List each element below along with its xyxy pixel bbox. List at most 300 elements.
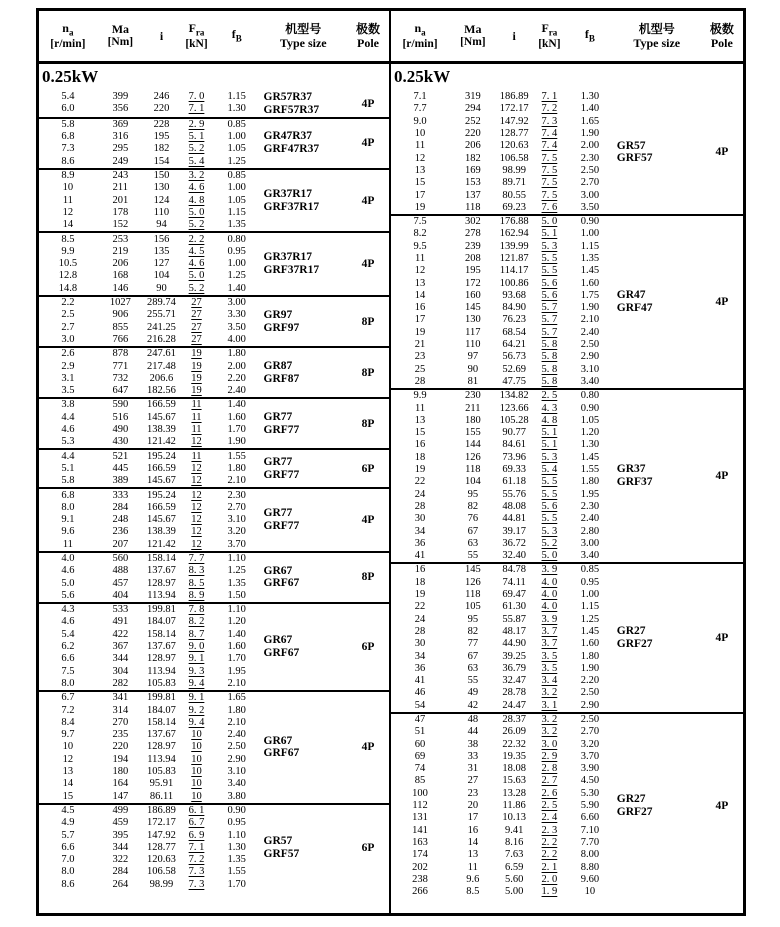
cell-radial-force: 5. 0	[188, 270, 205, 282]
cell-service-factor: 1.95	[580, 488, 600, 500]
cell-torque: 445	[112, 462, 129, 474]
cell-torque: 319	[464, 91, 481, 103]
cell-service-factor: 1.40	[227, 399, 246, 411]
cell-ratio: 8.16	[504, 836, 524, 848]
cell-torque: 147	[112, 790, 129, 802]
cell-radial-force: 7. 5	[541, 152, 558, 164]
cell-service-factor: 1.40	[227, 282, 246, 294]
table-row	[39, 692, 260, 704]
cell-radial-force: 3. 4	[541, 675, 558, 687]
type-size-line: GRF77	[263, 423, 300, 436]
cell-ratio: 145.67	[147, 475, 176, 487]
type-size-label	[613, 714, 701, 898]
cell-torque: 130	[464, 314, 481, 326]
cell-torque: 906	[112, 309, 129, 321]
cell-service-factor: 2.90	[580, 699, 600, 711]
cell-radial-force: 3. 9	[541, 564, 558, 576]
cell-service-factor: 4.50	[580, 775, 600, 787]
cell-service-factor: 3.90	[580, 763, 600, 775]
cell-radial-force: 12	[191, 436, 202, 448]
cell-ratio: 114.17	[499, 265, 529, 277]
type-size-line: GR67	[263, 734, 293, 747]
cell-radial-force: 12	[191, 526, 202, 538]
cell-radial-force: 8. 7	[188, 628, 205, 640]
col-header-radial-force: $F_{ra}$ [kN]	[185, 20, 208, 50]
cell-service-factor: 1.25	[227, 565, 246, 577]
cell-torque: 153	[464, 177, 481, 189]
cell-service-factor: 2.50	[580, 713, 600, 725]
table-row	[391, 327, 613, 339]
cell-radial-force: 2. 9	[188, 118, 205, 130]
cell-torque: 118	[465, 464, 481, 476]
cell-torque: 145	[464, 302, 481, 314]
cell-torque: 95	[467, 613, 479, 625]
cell-speed: 2.2	[61, 297, 75, 309]
cell-ratio: 69.33	[502, 464, 526, 476]
cell-service-factor: 2.30	[580, 152, 600, 164]
cell-service-factor: 0.95	[227, 245, 246, 257]
cell-torque: 126	[464, 576, 481, 588]
table-row	[391, 452, 613, 464]
table-row	[391, 402, 613, 414]
cell-radial-force: 7. 1	[541, 91, 558, 103]
cell-torque: 766	[112, 333, 129, 345]
cell-speed: 28	[414, 625, 426, 637]
cell-torque: 97	[467, 351, 479, 363]
cell-radial-force: 2. 2	[188, 233, 205, 245]
table-row	[39, 653, 260, 665]
cell-speed: 4.6	[61, 424, 75, 436]
cell-speed: 12	[414, 265, 426, 277]
cell-speed: 163	[412, 836, 428, 848]
cell-radial-force: 2. 5	[541, 390, 558, 402]
cell-speed: 28	[414, 375, 426, 387]
cell-radial-force: 9. 1	[188, 653, 205, 665]
table-row	[39, 412, 260, 424]
cell-service-factor: 5.30	[580, 787, 600, 799]
table-row	[39, 805, 260, 817]
cell-torque: 160	[464, 289, 481, 301]
table-group	[39, 168, 389, 231]
cell-torque: 302	[464, 216, 481, 228]
cell-torque: 42	[467, 699, 479, 711]
cell-radial-force: 5. 2	[188, 219, 205, 231]
cell-speed: 5.3	[61, 436, 75, 448]
cell-torque: 316	[112, 131, 129, 143]
cell-ratio: 130	[153, 182, 170, 194]
rows-block	[391, 91, 613, 214]
table-row	[39, 866, 260, 878]
col-header-speed: $n_a$ [r/min]	[50, 20, 86, 50]
cell-speed: 7.3	[61, 143, 75, 155]
cell-torque: 533	[112, 604, 129, 616]
cell-radial-force: 7. 5	[541, 177, 558, 189]
cell-torque: 878	[112, 348, 129, 360]
cell-radial-force: 3. 7	[541, 638, 558, 650]
cell-service-factor: 2.10	[580, 314, 600, 326]
cell-ratio: 127	[153, 258, 170, 270]
cell-torque: 855	[112, 321, 129, 333]
cell-speed: 14	[62, 778, 74, 790]
cell-torque: 590	[112, 399, 129, 411]
cell-service-factor: 2.20	[580, 675, 600, 687]
table-row	[391, 376, 613, 388]
cell-speed: 24	[414, 488, 426, 500]
cell-speed: 6.0	[61, 103, 75, 115]
cell-ratio: 69.23	[502, 201, 526, 213]
table-row	[391, 140, 613, 152]
table-row	[39, 424, 260, 436]
cell-ratio: 186.89	[499, 91, 529, 103]
table-row	[39, 778, 260, 790]
cell-ratio: 95.91	[149, 778, 174, 790]
cell-speed: 10	[414, 128, 426, 140]
cell-ratio: 98.99	[149, 878, 174, 890]
type-size-label	[260, 348, 348, 397]
cell-service-factor: 0.90	[580, 216, 600, 228]
cell-service-factor: 1.60	[580, 277, 600, 289]
cell-radial-force: 2. 4	[541, 812, 558, 824]
cell-speed: 19	[414, 589, 426, 601]
cell-speed: 12.8	[58, 270, 78, 282]
cell-radial-force: 2. 2	[541, 836, 558, 848]
cell-radial-force: 7. 3	[188, 878, 205, 890]
cell-radial-force: 2. 5	[541, 800, 558, 812]
cell-torque: 249	[112, 155, 129, 167]
cell-service-factor: 0.85	[580, 564, 600, 576]
table-row	[391, 687, 613, 699]
table-row	[391, 228, 613, 240]
cell-speed: 9.0	[413, 115, 427, 127]
cell-torque: 20	[467, 800, 479, 812]
cell-ratio: 55.87	[502, 613, 526, 625]
pole-label: 6P	[361, 641, 375, 654]
cell-speed: 4.6	[61, 616, 75, 628]
cell-service-factor: 10	[584, 886, 596, 898]
cell-ratio: 36.79	[502, 662, 526, 674]
cell-ratio: 166.59	[147, 462, 176, 474]
power-section-label: 0.25kW	[42, 67, 99, 86]
cell-radial-force: 27	[191, 309, 202, 321]
cell-radial-force: 19	[191, 348, 202, 360]
cell-ratio: 166.59	[147, 501, 176, 513]
col-header-pole: 极数 Pole	[709, 21, 734, 50]
type-size-label	[260, 297, 348, 346]
cell-ratio: 172.17	[499, 103, 529, 115]
cell-radial-force: 6. 7	[188, 817, 205, 829]
cell-service-factor: 3.70	[227, 538, 246, 550]
cell-service-factor: 0.80	[580, 390, 600, 402]
cell-speed: 11	[414, 253, 426, 264]
cell-ratio: 128.97	[147, 653, 176, 665]
cell-torque: 220	[112, 741, 129, 753]
cell-speed: 2.9	[61, 360, 75, 372]
cell-speed: 7.1	[413, 91, 427, 103]
cell-service-factor: 1.45	[580, 625, 600, 637]
cell-speed: 28	[414, 500, 426, 512]
cell-radial-force: 4. 6	[188, 182, 205, 194]
cell-radial-force: 4. 3	[541, 402, 558, 414]
cell-speed: 8.6	[61, 878, 75, 890]
table-row	[39, 704, 260, 716]
cell-ratio: 289.74	[147, 297, 176, 309]
cell-service-factor: 2.00	[580, 140, 600, 152]
cell-radial-force: 5. 5	[541, 488, 558, 500]
cell-ratio: 246	[153, 91, 170, 103]
type-size-line: GRF57	[616, 152, 653, 165]
cell-speed: 13	[414, 414, 426, 426]
ratings-table-left	[39, 11, 391, 913]
table-group	[39, 551, 389, 602]
cell-torque: 82	[467, 625, 479, 637]
type-size-line: GR67	[263, 634, 293, 647]
type-size-label	[260, 91, 348, 117]
rows-block	[39, 692, 260, 803]
type-size-label	[613, 216, 701, 388]
table-row	[391, 837, 613, 849]
cell-radial-force: 7. 6	[541, 201, 558, 213]
cell-radial-force: 12	[191, 462, 202, 474]
type-size-line: GRF57R37	[263, 103, 320, 116]
cell-service-factor: 1.80	[580, 476, 600, 488]
cell-torque: 105	[464, 601, 481, 613]
cell-torque: 27	[467, 775, 479, 787]
cell-speed: 41	[414, 550, 426, 562]
pole-label: 4P	[715, 470, 729, 483]
cell-ratio: 120.63	[499, 140, 529, 152]
rows-block	[39, 170, 260, 231]
type-size-line: GRF77	[263, 520, 300, 533]
cell-torque: 341	[112, 692, 129, 704]
cell-radial-force: 10	[191, 790, 202, 802]
rows-block	[39, 119, 260, 168]
cell-service-factor: 3.30	[227, 309, 246, 321]
cell-radial-force: 5. 1	[541, 427, 558, 439]
cell-ratio: 32.40	[502, 550, 526, 562]
table-row	[391, 339, 613, 351]
cell-speed: 16	[414, 564, 426, 576]
type-size-line: GR27	[616, 625, 646, 638]
cell-service-factor: 0.95	[580, 576, 600, 588]
cell-ratio: 90	[156, 282, 167, 294]
cell-radial-force: 5. 6	[541, 500, 558, 512]
cell-speed: 85	[414, 775, 426, 787]
cell-radial-force: 5. 2	[188, 143, 205, 155]
cell-radial-force: 2. 1	[541, 861, 558, 873]
cell-radial-force: 2. 9	[541, 750, 558, 762]
cell-speed: 238	[412, 873, 428, 885]
cell-torque: 389	[112, 475, 129, 487]
cell-speed: 5.1	[61, 462, 75, 474]
type-size-line: GRF87	[263, 372, 300, 385]
cell-ratio: 5.00	[504, 886, 524, 898]
table-row	[391, 861, 613, 873]
cell-ratio: 105.83	[147, 766, 176, 778]
cell-ratio: 39.25	[502, 650, 526, 662]
table-row	[39, 348, 260, 360]
cell-service-factor: 1.30	[580, 91, 600, 103]
cell-ratio: 61.30	[502, 601, 526, 613]
cell-ratio: 138.39	[147, 424, 176, 436]
cell-radial-force: 3. 5	[541, 650, 558, 662]
cell-radial-force: 8. 5	[188, 577, 205, 589]
cell-radial-force: 27	[191, 333, 202, 345]
cell-radial-force: 5. 6	[541, 289, 558, 301]
cell-speed: 6.8	[61, 489, 75, 501]
cell-service-factor: 3.20	[227, 526, 246, 538]
cell-ratio: 241.25	[147, 321, 176, 333]
cell-torque: 33	[467, 750, 479, 762]
cell-service-factor: 1.35	[580, 253, 600, 264]
cell-ratio: 5.60	[504, 873, 524, 885]
type-size-line: GR67	[263, 564, 293, 577]
cell-speed: 3.1	[61, 372, 75, 384]
cell-radial-force: 5. 1	[188, 131, 205, 143]
cell-ratio: 74.11	[502, 576, 526, 588]
cell-radial-force: 9. 4	[188, 677, 205, 689]
type-size-label	[260, 399, 348, 448]
pole-label: 4P	[361, 194, 375, 207]
cell-service-factor: 1.80	[227, 704, 246, 716]
cell-ratio: 147.92	[499, 115, 529, 127]
cell-ratio: 166.59	[147, 399, 176, 411]
table-group	[39, 690, 389, 803]
cell-service-factor: 5.90	[580, 800, 600, 812]
cell-ratio: 138.39	[147, 526, 176, 538]
table-row	[391, 626, 613, 638]
type-size-line: GR87	[263, 359, 293, 372]
table-row	[391, 439, 613, 451]
cell-torque: 8.5	[466, 886, 480, 898]
cell-radial-force: 2. 7	[541, 775, 558, 787]
table-group	[39, 803, 389, 891]
col-header-ratio: i	[512, 28, 516, 43]
table-row	[391, 241, 613, 253]
table-row	[39, 385, 260, 397]
cell-speed: 10	[62, 741, 74, 753]
cell-ratio: 145.67	[147, 514, 176, 526]
cell-speed: 131	[412, 812, 428, 824]
cell-speed: 15	[414, 177, 426, 189]
cell-service-factor: 1.70	[227, 424, 246, 436]
table-row	[39, 233, 260, 245]
cell-ratio: 44.81	[502, 513, 526, 525]
cell-radial-force: 7. 1	[188, 103, 205, 115]
cell-service-factor: 3.40	[580, 550, 600, 562]
cell-ratio: 147.92	[147, 829, 176, 841]
cell-ratio: 105.83	[147, 677, 176, 689]
type-size-line: GR57	[263, 834, 293, 847]
cell-speed: 19	[414, 201, 426, 213]
groups-right	[391, 91, 743, 913]
cell-speed: 24	[414, 613, 426, 625]
cell-speed: 46	[414, 687, 426, 699]
cell-radial-force: 2. 2	[541, 849, 558, 861]
cell-ratio: 113.94	[147, 753, 176, 765]
cell-speed: 9.9	[61, 245, 75, 257]
cell-ratio: 48.08	[502, 500, 526, 512]
table-row	[39, 854, 260, 866]
cell-speed: 7.2	[61, 704, 75, 716]
cell-torque: 118	[465, 201, 481, 213]
cell-service-factor: 1.10	[227, 552, 246, 564]
cell-speed: 14.8	[58, 282, 78, 294]
table-frame	[36, 8, 746, 916]
cell-torque: 282	[112, 677, 129, 689]
type-size-line: GR77	[263, 507, 293, 520]
cell-service-factor: 1.15	[227, 91, 246, 103]
cell-service-factor: 2.10	[227, 677, 246, 689]
cell-ratio: 139.99	[499, 240, 529, 252]
cell-torque: 104	[464, 476, 481, 488]
cell-radial-force: 7. 1	[188, 841, 205, 853]
cell-ratio: 36.72	[502, 537, 526, 549]
table-row	[39, 195, 260, 207]
table-row	[391, 489, 613, 501]
cell-speed: 11	[414, 402, 426, 414]
cell-service-factor: 1.30	[227, 841, 246, 853]
table-row	[39, 450, 260, 462]
cell-service-factor: 2.90	[580, 351, 600, 363]
cell-torque: 344	[112, 841, 129, 853]
cell-service-factor: 2.10	[227, 716, 246, 728]
cell-radial-force: 10	[191, 766, 202, 778]
cell-speed: 5.8	[61, 475, 75, 487]
cell-speed: 2.6	[61, 348, 75, 360]
cell-speed: 34	[414, 650, 426, 662]
table-row	[391, 116, 613, 128]
cell-speed: 16	[414, 439, 426, 451]
cell-torque: 9.6	[466, 873, 480, 885]
cell-speed: 17	[414, 189, 426, 201]
table-row	[39, 91, 260, 103]
table-row	[39, 829, 260, 841]
cell-torque: 488	[112, 565, 129, 577]
cell-ratio: 22.32	[502, 738, 526, 750]
cell-speed: 69	[414, 750, 426, 762]
cell-speed: 54	[414, 699, 426, 711]
cell-speed: 4.5	[61, 804, 75, 816]
table-row	[39, 666, 260, 678]
table-row	[39, 678, 260, 690]
rows-block	[39, 399, 260, 448]
table-row	[391, 675, 613, 687]
cell-torque: 211	[112, 182, 129, 194]
cell-speed: 5.4	[61, 91, 75, 103]
cell-speed: 9.6	[61, 526, 75, 538]
cell-radial-force: 12	[191, 501, 202, 513]
cell-service-factor: 1.80	[227, 462, 246, 474]
cell-torque: 169	[464, 164, 481, 176]
cell-speed: 16	[414, 302, 426, 314]
cell-ratio: 105.28	[499, 414, 529, 426]
cell-ratio: 199.81	[147, 604, 176, 616]
table-row	[391, 663, 613, 675]
cell-service-factor: 1.50	[227, 589, 246, 601]
cell-radial-force: 3. 5	[541, 662, 558, 674]
cell-ratio: 9.41	[504, 824, 524, 836]
cell-radial-force: 7. 8	[188, 604, 205, 616]
cell-ratio: 94	[156, 219, 167, 231]
cell-service-factor: 1.90	[580, 662, 600, 674]
table-row	[391, 577, 613, 589]
cell-torque: 126	[464, 451, 481, 463]
cell-speed: 10.5	[58, 258, 78, 270]
cell-radial-force: 8. 9	[188, 589, 205, 601]
cell-radial-force: 7. 5	[541, 164, 558, 176]
table-row	[391, 302, 613, 314]
cell-service-factor: 1.10	[227, 829, 246, 841]
